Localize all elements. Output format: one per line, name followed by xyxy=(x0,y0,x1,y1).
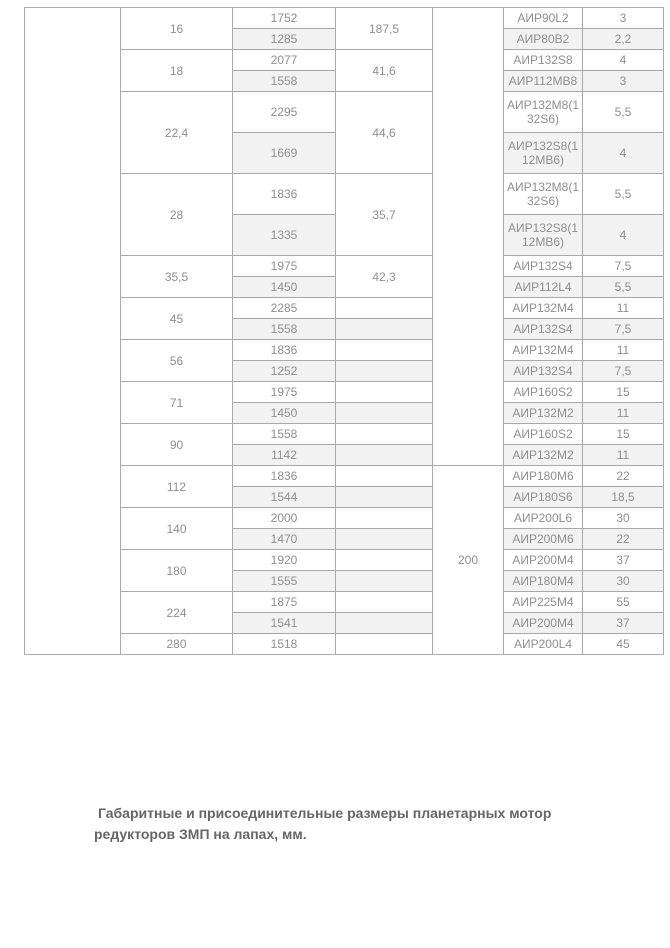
speed-cell: 1752 xyxy=(233,8,336,29)
blank-left-column-cell xyxy=(25,8,121,655)
power-cell: 7,5 xyxy=(583,256,664,277)
torque-cell: 187,5 xyxy=(336,8,433,50)
speed-cell: 1558 xyxy=(233,424,336,445)
power-cell: 2,2 xyxy=(583,29,664,50)
speed-cell: 1975 xyxy=(233,382,336,403)
speed-cell: 1450 xyxy=(233,403,336,424)
power-cell: 18,5 xyxy=(583,487,664,508)
speed-cell: 1558 xyxy=(233,71,336,92)
torque-cell: 44,6 xyxy=(336,92,433,174)
blank-mid-column-cell xyxy=(433,8,504,466)
power-cell: 15 xyxy=(583,424,664,445)
table-caption: Габаритные и присоединительные размеры планетарных мотор редукторов ЗМП на лапах, мм. xyxy=(94,805,552,842)
power-cell: 15 xyxy=(583,382,664,403)
speed-cell: 1920 xyxy=(233,550,336,571)
speed-cell: 1450 xyxy=(233,277,336,298)
motor-cell: АИР112МВ8 xyxy=(504,71,583,92)
power-cell: 7,5 xyxy=(583,361,664,382)
torque-cell-empty xyxy=(336,340,433,361)
power-cell: 37 xyxy=(583,550,664,571)
motor-cell: АИР132S8(112МВ6) xyxy=(504,215,583,256)
ratio-cell: 140 xyxy=(121,508,233,550)
power-cell: 3 xyxy=(583,71,664,92)
motor-cell: АИР112L4 xyxy=(504,277,583,298)
torque-cell-empty xyxy=(336,592,433,613)
motor-cell: АИР200L4 xyxy=(504,634,583,655)
torque-cell-empty xyxy=(336,508,433,529)
power-cell: 55 xyxy=(583,592,664,613)
speed-cell: 1555 xyxy=(233,571,336,592)
motor-cell: АИР132М4 xyxy=(504,340,583,361)
power-cell: 4 xyxy=(583,133,664,174)
speed-cell: 2077 xyxy=(233,50,336,71)
torque-cell-empty xyxy=(336,382,433,403)
torque-cell-empty xyxy=(336,319,433,340)
power-cell: 30 xyxy=(583,571,664,592)
torque-cell: 35,7 xyxy=(336,174,433,256)
ratio-cell: 22,4 xyxy=(121,92,233,174)
ratio-cell: 180 xyxy=(121,550,233,592)
power-cell: 45 xyxy=(583,634,664,655)
ratio-cell: 28 xyxy=(121,174,233,256)
speed-cell: 1541 xyxy=(233,613,336,634)
power-cell: 11 xyxy=(583,403,664,424)
power-cell: 3 xyxy=(583,8,664,29)
ratio-cell: 16 xyxy=(121,8,233,50)
speed-cell: 1142 xyxy=(233,445,336,466)
motor-cell: АИР200L6 xyxy=(504,508,583,529)
motor-cell: АИР132S4 xyxy=(504,256,583,277)
ratio-cell: 35,5 xyxy=(121,256,233,298)
speed-cell: 1669 xyxy=(233,133,336,174)
torque-cell-empty xyxy=(336,466,433,487)
motor-cell: АИР200М4 xyxy=(504,550,583,571)
speed-cell: 1518 xyxy=(233,634,336,655)
torque-cell: 42,3 xyxy=(336,256,433,298)
motor-cell: АИР180М4 xyxy=(504,571,583,592)
motor-cell: АИР200М6 xyxy=(504,529,583,550)
motor-cell: АИР132М8(132S6) xyxy=(504,174,583,215)
torque-cell-empty xyxy=(336,487,433,508)
speed-cell: 2000 xyxy=(233,508,336,529)
gear-motor-reducer-table xyxy=(24,7,664,655)
speed-cell: 2285 xyxy=(233,298,336,319)
ratio-cell: 90 xyxy=(121,424,233,466)
motor-cell: АИР132S8(112МВ6) xyxy=(504,133,583,174)
ratio-cell: 71 xyxy=(121,382,233,424)
motor-cell: АИР132М2 xyxy=(504,403,583,424)
speed-cell: 1335 xyxy=(233,215,336,256)
speed-cell: 1558 xyxy=(233,319,336,340)
ratio-cell: 280 xyxy=(121,634,233,655)
ratio-cell: 112 xyxy=(121,466,233,508)
torque-cell-empty xyxy=(336,550,433,571)
motor-cell: АИР180М6 xyxy=(504,466,583,487)
torque-cell: 41,6 xyxy=(336,50,433,92)
speed-cell: 1285 xyxy=(233,29,336,50)
ratio-cell: 224 xyxy=(121,592,233,634)
torque-cell-empty xyxy=(336,613,433,634)
power-cell: 22 xyxy=(583,529,664,550)
motor-cell: АИР132М8(132S6) xyxy=(504,92,583,133)
speed-cell: 1975 xyxy=(233,256,336,277)
speed-cell: 1836 xyxy=(233,174,336,215)
speed-cell: 1875 xyxy=(233,592,336,613)
motor-cell: АИР132S4 xyxy=(504,361,583,382)
power-cell: 5,5 xyxy=(583,174,664,215)
torque-cell-empty xyxy=(336,361,433,382)
motor-cell: АИР90L2 xyxy=(504,8,583,29)
motor-cell: АИР132S4 xyxy=(504,319,583,340)
motor-cell: АИР160S2 xyxy=(504,424,583,445)
speed-cell: 2295 xyxy=(233,92,336,133)
torque-cell-empty xyxy=(336,298,433,319)
torque-cell-empty xyxy=(336,424,433,445)
motor-cell: АИР80В2 xyxy=(504,29,583,50)
motor-cell: АИР132М4 xyxy=(504,298,583,319)
power-cell: 22 xyxy=(583,466,664,487)
motor-cell: АИР132S8 xyxy=(504,50,583,71)
power-cell: 11 xyxy=(583,298,664,319)
motor-cell: АИР160S2 xyxy=(504,382,583,403)
ratio-cell: 56 xyxy=(121,340,233,382)
torque-cell-empty xyxy=(336,445,433,466)
torque-cell-empty xyxy=(336,403,433,424)
power-cell: 11 xyxy=(583,445,664,466)
ratio-cell: 18 xyxy=(121,50,233,92)
power-cell: 4 xyxy=(583,215,664,256)
speed-cell: 1544 xyxy=(233,487,336,508)
speed-cell: 1836 xyxy=(233,466,336,487)
power-cell: 4 xyxy=(583,50,664,71)
speed-cell: 1836 xyxy=(233,340,336,361)
motor-cell: АИР225М4 xyxy=(504,592,583,613)
ratio-cell: 45 xyxy=(121,298,233,340)
torque-cell-empty xyxy=(336,529,433,550)
power-cell: 5,5 xyxy=(583,92,664,133)
speed-cell: 1470 xyxy=(233,529,336,550)
power-cell: 37 xyxy=(583,613,664,634)
motor-cell: АИР200М4 xyxy=(504,613,583,634)
mid-value-cell: 200 xyxy=(433,466,504,655)
power-cell: 11 xyxy=(583,340,664,361)
power-cell: 7,5 xyxy=(583,319,664,340)
motor-cell: АИР180S6 xyxy=(504,487,583,508)
motor-cell: АИР132М2 xyxy=(504,445,583,466)
torque-cell-empty xyxy=(336,571,433,592)
power-cell: 30 xyxy=(583,508,664,529)
speed-cell: 1252 xyxy=(233,361,336,382)
torque-cell-empty xyxy=(336,634,433,655)
power-cell: 5,5 xyxy=(583,277,664,298)
